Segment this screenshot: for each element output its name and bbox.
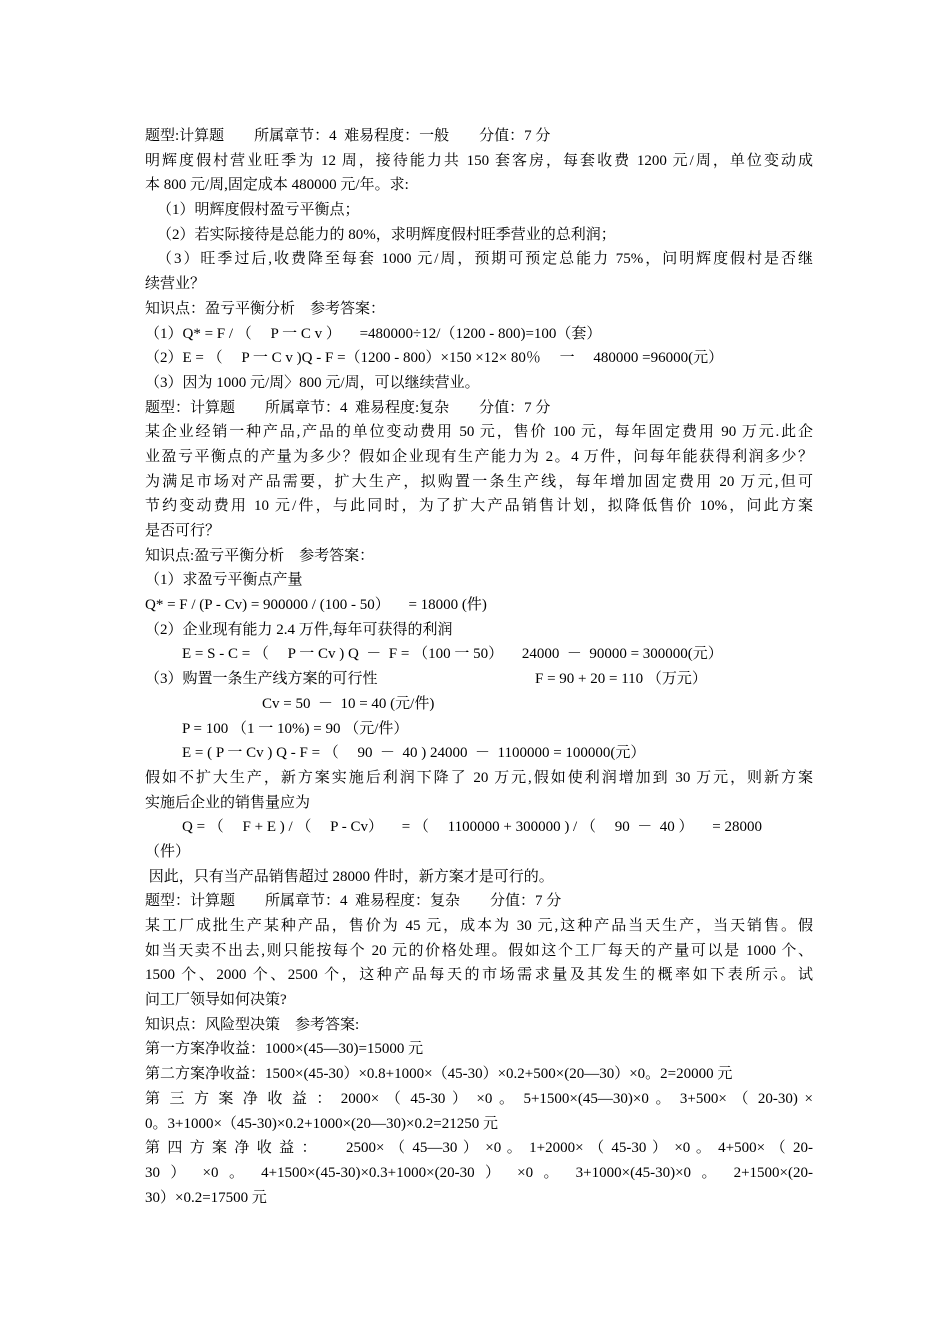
question-2-text: 为满足市场对产品需要，扩大生产，拟购置一条生产线，每年增加固定费用 20 万元,但可 <box>145 473 813 490</box>
answer-conclusion: 因此，只有当产品销售超过 28000 件时，新方案才是可行的。 <box>145 868 554 885</box>
question-1-subquestion: （3）旺季过后,收费降至每套 1000 元/周，预期可预定总能力 75%，问明辉度假村是否继 <box>157 251 813 268</box>
answer-line: 第 四 方 案 净 收 益 ： 2500× （ 45—30 ） ×0 。 1+2000× （ 45-30 ） ×0 。 4+500× （ 20- <box>145 1140 813 1157</box>
answer-formula: （件） <box>145 843 191 860</box>
question-2-text: 节约变动费用 10 元/件，与此同时，为了扩大产品销售计划，拟降低售价 10%，问此方案 <box>145 498 813 515</box>
answer-line: 0。3+1000×（45-30)×0.2+1000×(20—30)×0.2=21250 元 <box>145 1115 498 1132</box>
question-3-text: 如当天卖不出去,则只能按每个 20 元的价格处理。假如这个工厂每天的产量可以是 1000 个、 <box>145 942 813 959</box>
question-2-text: 是否可行？ <box>145 523 221 539</box>
question-3-text: 问工厂领导如何决策? <box>145 992 287 1009</box>
answer-formula: Q* = F / (P - Cv) = 900000 / (100 - 50） = 18000 (件) <box>145 597 487 614</box>
answer-line: （2）企业现有能力 2.4 万件,每年可获得的利润 <box>145 621 453 638</box>
question-3-header: 题型：计算题 所属章节：4 难易程度：复杂 分值：7 分 <box>145 893 562 910</box>
answer-formula: P = 100 （1 一 10%) = 90 （元/件） <box>182 720 409 737</box>
question-3-text: 1500 个、2000 个、2500 个，这种产品每天的市场需求量及其发生的概率如下表所示。试 <box>145 967 813 984</box>
answer-line: （1）求盈亏平衡点产量 <box>145 572 303 589</box>
document-body <box>145 124 813 1210</box>
answer-line: （1）Q* = F / （ P 一 C v ） =480000÷12/（1200 - 800)=100（套） <box>145 325 602 342</box>
answer-formula: E = ( P 一 Cv ) Q - F = （ 90 － 40 ) 24000 － 1100000 = 100000(元） <box>182 745 646 762</box>
answer-line: 第一方案净收益：1000×(45—30)=15000 元 <box>145 1041 424 1058</box>
question-1-header: 题型:计算题 所属章节：4 难易程度：一般 分值：7 分 <box>145 128 551 144</box>
question-3-text: 某工厂成批生产某种产品，售价为 45 元，成本为 30 元,这种产品当天生产，当天销售。假 <box>145 918 813 934</box>
question-2-text: 某企业经销一种产品,产品的单位变动费用 50 元，售价 100 元，每年固定费用 90 万元.此企 <box>145 424 813 441</box>
answer-paragraph: 实施后企业的销售量应为 <box>145 794 311 811</box>
answer-formula: Q = （ F + E ) / （ P - Cv） = （ 1100000 + 300000 ) / （ 90 － 40 ） = 28000 <box>182 819 762 836</box>
answer-line: （2）E = （ P 一 C v )Q - F =（1200 - 800）×150 ×12× 80％ 一 480000 =96000(元） <box>145 350 724 367</box>
answer-line: 第 三 方 案 净 收 益 ： 2000× （ 45-30 ） ×0 。 5+1500×(45—30)×0 。 3+500× （ 20-30) × <box>145 1090 813 1107</box>
question-2-header: 题型：计算题 所属章节：4 难易程度:复杂 分值：7 分 <box>145 399 551 416</box>
answer-line: 第二方案净收益：1500×(45-30）×0.8+1000×（45-30）×0.2+500×(20—30）×0。2=20000 元 <box>145 1066 733 1083</box>
answer-formula: E = S - C = （ P 一 Cv ) Q － F = （100 一 50） 24000 － 90000 = 300000(元） <box>182 646 723 663</box>
question-1-text: 本 800 元/周,固定成本 480000 元/年。求: <box>145 177 409 194</box>
knowledge-point: 知识点:盈亏平衡分析 参考答案： <box>145 547 375 564</box>
answer-line: （3）购置一条生产线方案的可行性 F = 90 + 20 = 110 （万元） <box>145 671 707 688</box>
answer-formula: Cv = 50 － 10 = 40 (元/件) <box>262 695 435 712</box>
answer-line: （3）因为 1000 元/周〉800 元/周，可以继续营业。 <box>145 374 480 391</box>
question-2-text: 业盈亏平衡点的产量为多少？假如企业现有生产能力为 2。4 万件，问每年能获得利润多少？ <box>145 448 813 465</box>
question-1-text: 明辉度假村营业旺季为 12 周，接待能力共 150 套客房，每套收费 1200 元/周，单位变动成 <box>145 152 813 169</box>
answer-line: 30）×0.2=17500 元 <box>145 1189 267 1206</box>
knowledge-point: 知识点：盈亏平衡分析 参考答案： <box>145 300 386 317</box>
question-1-subquestion: （1）明辉度假村盈亏平衡点； <box>157 202 360 219</box>
question-1-subquestion: （2）若实际接待是总能力的 80%，求明辉度假村旺季营业的总利润； <box>157 226 616 243</box>
answer-paragraph: 假如不扩大生产，新方案实施后利润下降了 20 万元,假如使利润增加到 30 万元，则新方案 <box>145 769 813 786</box>
question-1-subquestion: 续营业？ <box>145 276 206 293</box>
knowledge-point: 知识点：风险型决策 参考答案: <box>145 1016 360 1033</box>
answer-line: 30 ） ×0 。 4+1500×(45-30)×0.3+1000×(20-30 ） ×0 。 3+1000×(45-30)×0 。 2+1500×(20- <box>145 1164 813 1181</box>
